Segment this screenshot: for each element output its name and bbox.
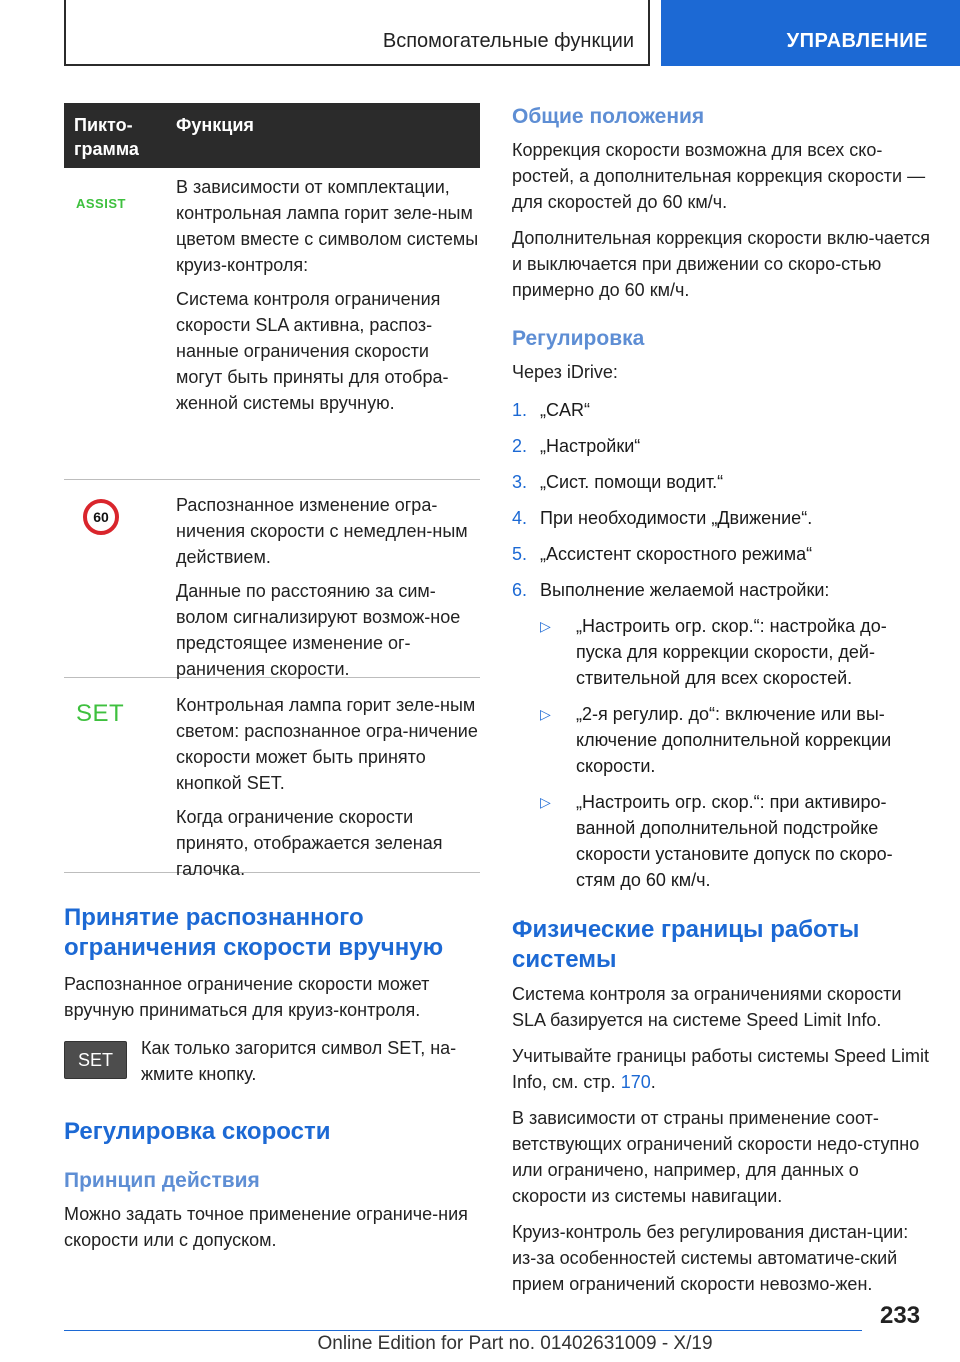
list-item: 1. „CAR“ [512,400,590,420]
table-cell-text: Контрольная лампа горит зеле-ным светом: распознанное огра-ничение скорости может быть принято кнопкой SET. [176,695,478,793]
page-number: 233 [880,1302,921,1329]
paragraph-limits-1: Система контроля за ограничениями скорости SLA базируется на системе Speed Limit Info. [512,984,902,1030]
table-cell-text: Когда ограничение скорости принято, отображается зеленая галочка. [176,807,443,879]
options-list [512,613,932,893]
table-cell-text: Система контроля ограничения скорости SLA активна, распоз-нанные ограничения скорости могут быть приняты для отобра-женной системы вручную. [176,289,449,413]
section-title-text: Вспомогательные функции [382,30,634,52]
heading-principle: Принцип действия [64,1169,260,1192]
triangle-bullet-icon: ▷ [540,794,551,810]
paragraph-accept: Распознанное ограничение скорости может вручную приниматься для круиз-контроля. [64,974,430,1020]
set-button-instruction [64,1035,480,1087]
assist-indicator-icon: ASSIST [76,196,126,211]
paragraph-general-2: Дополнительная коррекция скорости вклю-чается и выключается при движении со скоро-стью примерно до 60 км/ч. [512,228,931,300]
right-column [512,103,932,1297]
table-header-pictogram: Пикто- грамма [74,115,139,159]
paragraph-idrive: Через iDrive: [512,362,618,382]
table-header-function: Функция [176,115,254,135]
list-item: 5. „Ассистент скоростного режима“ [512,544,813,564]
footer-edition: Online Edition for Part no. 01402631009 - X/19 [317,1333,713,1354]
steps-list [512,397,932,603]
table-row [64,168,480,480]
list-item: 4. При необходимости „Движение“. [512,508,813,528]
paragraph-limits-2: Учитывайте границы работы системы Speed Limit Info, см. стр. 170. [512,1046,929,1092]
set-indicator-icon: SET [76,700,125,727]
list-item: 6. Выполнение желаемой настройки: [512,580,830,600]
table-cell-text: В зависимости от комплектации, контрольная лампа горит зеле-ным цветом вместе с символом системы круиз-контроля: [176,177,479,275]
list-item: ▷ „Настроить огр. скор.“: при активиро-ванной дополнительной подстройке скорости установите допуск по скоро-стям до 60 км/ч. [512,789,932,893]
paragraph-limits-4: Круиз-контроль без регулирования дистан-ции: из-за особенностей системы автоматиче-ский прием ограничений скорости невозмо-жен. [512,1222,909,1294]
set-button-icon: SET [64,1041,127,1079]
heading-system-limits: Физические границы работы системы [512,916,860,973]
table-row [64,480,480,678]
triangle-bullet-icon: ▷ [540,706,551,722]
paragraph-principle: Можно задать точное применение ограниче-ния скорости или с допуском. [64,1204,468,1250]
list-item: 3. „Сист. помощи водит.“ [512,472,724,492]
header-chapter-tab[interactable] [661,0,960,66]
table-cell-text: Распознанное изменение огра-ничения скорости с немедлен-ным действием. [176,495,468,567]
chapter-title-text: УПРАВЛЕНИЕ [786,30,928,52]
heading-general: Общие положения [512,105,705,128]
table-cell-text: Данные по расстоянию за сим-волом сигнализируют возмож-ное предстоящее изменение ог-раничения скорости. [176,581,461,679]
list-item: 2. „Настройки“ [512,436,641,456]
triangle-bullet-icon: ▷ [540,618,551,634]
speed-limit-sign-icon: 60 [83,499,119,535]
footer-divider [64,1330,862,1331]
heading-accept-limit: Принятие распознанного ограничения скорости вручную [64,904,444,961]
header-section-title [64,0,650,66]
left-column [64,103,480,1253]
paragraph-general-1: Коррекция скорости возможна для всех ско-ростей, а дополнительная коррекция скорости — для скоростей до 60 км/ч. [512,140,926,212]
table-row [64,678,480,879]
list-item: ▷ „2-я регулир. до“: включение или вы-ключение дополнительной коррекции скорости. [512,701,932,779]
list-item: ▷ „Настроить огр. скор.“: настройка до-пуска для коррекции скорости, дей-ствительной для всех скоростей. [512,613,932,691]
table-header [64,103,480,168]
paragraph-limits-3: В зависимости от страны применение соот-ветствующих ограничений скорости недо-ступно или ограничено, например, для данных о скорости из системы навигации. [512,1108,920,1206]
heading-speed-regulation: Регулировка скорости [64,1118,331,1145]
page-reference-link[interactable]: 170 [620,1072,651,1092]
heading-adjust: Регулировка [512,327,645,350]
paragraph-set: Как только загорится символ SET, на-жмите кнопку. [141,1038,457,1084]
